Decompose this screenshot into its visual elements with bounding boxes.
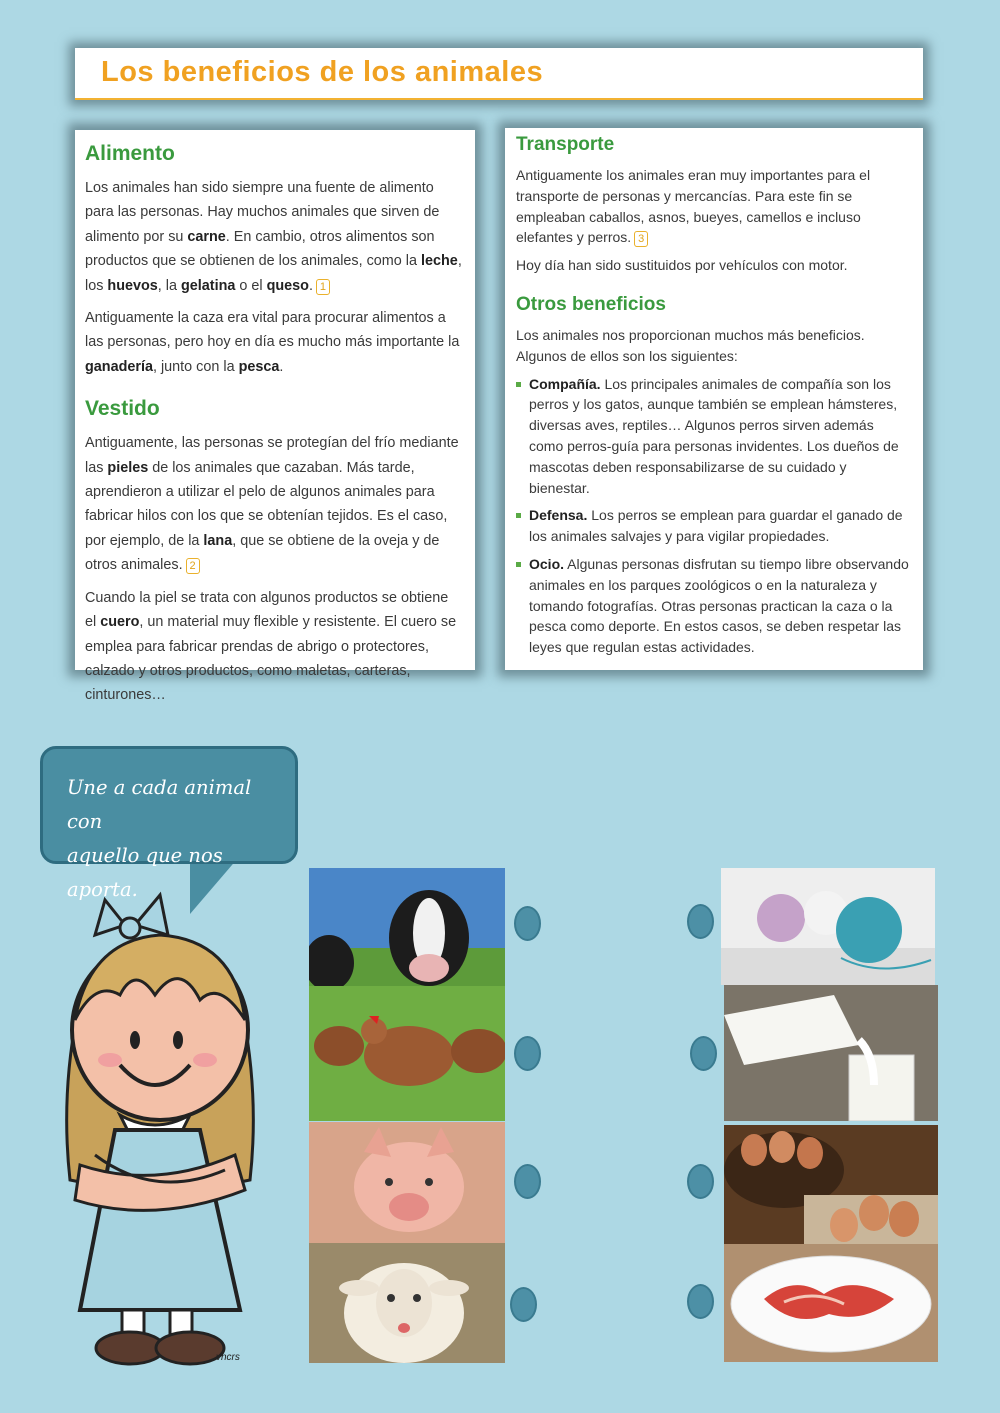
panel-transporte-otros xyxy=(505,128,923,670)
match-dot-right-1[interactable] xyxy=(687,904,714,939)
alimento-paragraph-1: Los animales han sido siempre una fuente de alimento para las personas. Hay muchos animales que sirven de alimento por su carne. En cambio, otros alimentos son productos que se obtienen de los animales, como la leche, los huevos, la gelatina o el queso. 1 xyxy=(85,180,462,294)
title-banner xyxy=(75,48,923,100)
match-dot-left-1[interactable] xyxy=(514,906,541,941)
chicken-image xyxy=(309,986,505,1121)
ham-image xyxy=(724,1244,938,1362)
eggs-image xyxy=(724,1125,938,1244)
vestido-paragraph-1: Antiguamente, las personas se protegían del frío mediante las pieles de los animales que cazaban. Más tarde, aprendieron a utilizar el pelo de algunos animales para fabricar hilos con los que se obtenían tejidos. Es el caso, por ejemplo, de la lana, que se obtiene de la oveja y de otros animales. 2 xyxy=(85,435,459,574)
pig-image xyxy=(309,1122,505,1243)
match-dot-left-2[interactable] xyxy=(514,1036,541,1071)
list-item: Defensa. Los perros se emplean para guardar el ganado de los animales salvajes y para vigilar propiedades. xyxy=(516,505,911,547)
match-dot-right-4[interactable] xyxy=(687,1284,714,1319)
milk-image xyxy=(724,985,938,1121)
wool-image xyxy=(721,868,935,985)
list-item: Ocio. Algunas personas disfrutan su tiempo libre observando animales en los parques zoológicos o en la naturaleza y tomando fotografías. Otras personas practican la caza o la pesca como deporte. En estos casos, se deben respetar las leyes que regulan estas actividades. xyxy=(516,554,911,658)
cow-image xyxy=(309,868,505,986)
artist-signature: vncrs xyxy=(216,1352,240,1363)
page-title: Los beneficios de los animales xyxy=(101,56,544,88)
heading-alimento: Alimento xyxy=(85,142,175,165)
match-dot-right-3[interactable] xyxy=(687,1164,714,1199)
benefits-list xyxy=(516,374,911,658)
sheep-image xyxy=(309,1243,505,1363)
reference-badge: 1 xyxy=(316,279,330,295)
heading-transporte: Transporte xyxy=(516,134,615,155)
reference-badge: 3 xyxy=(634,231,648,247)
instruction-line-2: aquello que nos aporta. xyxy=(67,844,223,901)
vestido-paragraph-2: Cuando la piel se trata con algunos productos se obtiene el cuero, un material muy flexible y resistente. El cuero se emplea para fabricar prendas de abrigo o protectores, calzado y otros productos, como maletas, carteras, cinturones… xyxy=(85,589,457,704)
instruction-line-1: Une a cada animal con xyxy=(67,776,252,833)
panel-alimento-vestido xyxy=(75,130,475,704)
otros-intro: Los animales nos proporcionan muchos más beneficios. Algunos de ellos son los siguientes: xyxy=(516,326,865,364)
girl-illustration xyxy=(50,890,265,1370)
heading-vestido: Vestido xyxy=(85,397,160,421)
speech-bubble xyxy=(40,746,298,901)
transporte-paragraph-2: Hoy día han sido sustituidos por vehículos con motor. xyxy=(516,257,848,274)
match-dot-left-4[interactable] xyxy=(510,1287,537,1322)
heading-otros-beneficios: Otros beneficios xyxy=(516,293,666,315)
alimento-paragraph-2: Antiguamente la caza era vital para procurar alimentos a las personas, pero hoy en día es mucho más importante la ganadería, junto con la pesca. xyxy=(85,310,460,375)
reference-badge: 2 xyxy=(186,558,200,574)
transporte-paragraph-1: Antiguamente los animales eran muy importantes para el transporte de personas y mercancías. Para este fin se empleaban caballos, asnos, bueyes, camellos e incluso elefantes y perros. 3 xyxy=(516,167,871,246)
match-dot-right-2[interactable] xyxy=(690,1036,717,1071)
list-item: Compañía. Los principales animales de compañía son los perros y los gatos, aunque también se emplean hámsteres, diversas aves, reptiles… Algunos perros sirven además como perros-guía para personas invidentes. Los dueños de mascotas deben responsabilizarse de su cuidado y bienestar. xyxy=(516,374,911,499)
match-dot-left-3[interactable] xyxy=(514,1164,541,1199)
